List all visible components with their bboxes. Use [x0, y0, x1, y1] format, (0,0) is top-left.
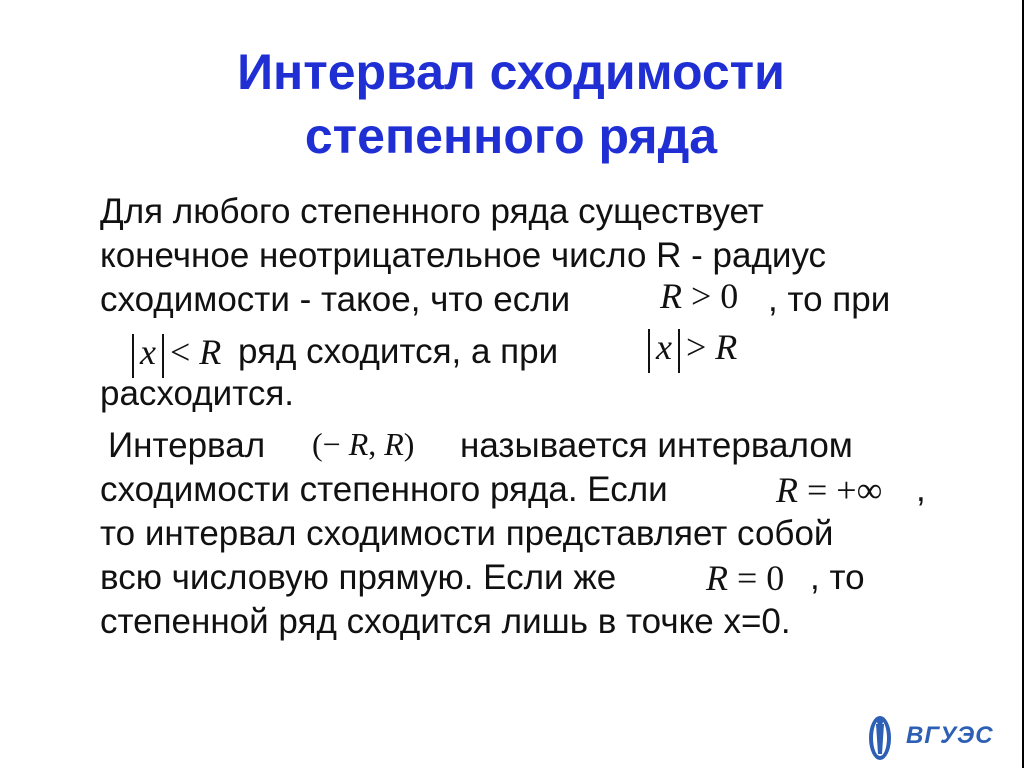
- formula-interval: (− R, R): [312, 426, 415, 462]
- p2-line-5: степенной ряд сходится лишь в точке x=0.: [100, 602, 791, 641]
- title-line-2: степенного ряда: [304, 108, 718, 164]
- p2-line-3: то интервал сходимости представляет собой: [100, 514, 834, 553]
- p1-line-1: Для любого степенного ряда существует: [100, 192, 764, 231]
- p1-line-3b: , то при: [768, 280, 891, 319]
- p2-line-2b: ,: [916, 470, 926, 509]
- logo-text: ВГУЭС: [906, 722, 994, 749]
- formula-r-inf: R = +∞: [776, 470, 883, 510]
- formula-abs-x-gt-R: x > R: [642, 325, 737, 373]
- p2-line-4a: всю числовую прямую. Если же: [100, 558, 617, 597]
- p1-line-2: конечное неотрицательное число R - радиус: [100, 236, 827, 275]
- p2-line-1b: называется интервалом: [460, 426, 853, 465]
- title-line-1: Интервал сходимости: [237, 44, 785, 100]
- p2-line-1a: Интервал: [108, 426, 266, 465]
- formula-r-gt-0: R > 0: [660, 276, 739, 316]
- formula-abs-x-lt-R: x < R: [126, 330, 221, 378]
- p2-line-4b: , то: [810, 558, 865, 597]
- formula-r-eq-0: R = 0: [706, 558, 785, 598]
- slide-title: [0, 40, 1022, 168]
- p1-line-4: ряд сходится, а при: [238, 332, 559, 371]
- p1-line-3a: сходимости - такое, что если: [100, 280, 571, 319]
- p2-line-2a: сходимости степенного ряда. Если: [100, 470, 668, 509]
- p1-line-5: расходится.: [100, 374, 295, 413]
